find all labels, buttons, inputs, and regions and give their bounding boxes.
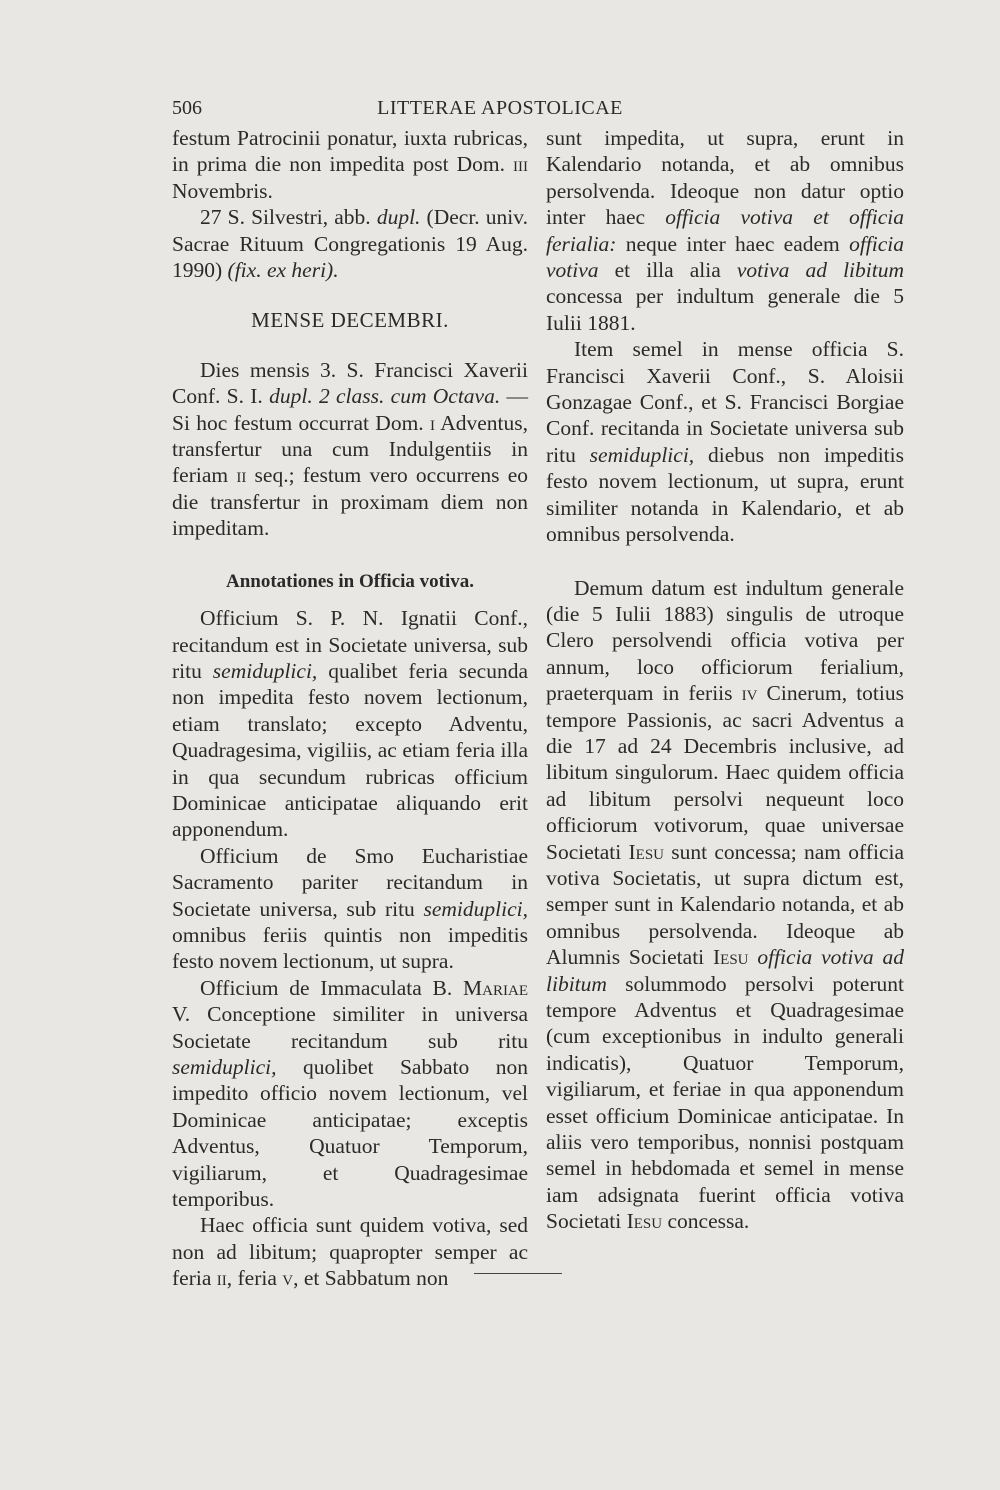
paragraph: Officium S. P. N. Ignatii Conf., recitandum est in Societate universa, sub ritu semiduplici, qualibet feria secunda non impedita festo novem lectionum, etiam translato; excepto Adventu, Quadragesima, vigiliis, ac etiam feria illa in qua secundum rubricas officium Dominicae anticipatae aliquando erit apponendum. [172, 606, 528, 842]
paragraph-gap [546, 548, 904, 575]
paragraph: festum Patrocinii ponatur, iuxta rubricas, in prima die non impedita post Dom. iii Novembris. [172, 126, 528, 203]
paragraph: Item semel in mense officia S. Francisci Xaverii Conf., S. Aloisii Gonzagae Conf., et S. Francisci Borgiae Conf. recitanda in Societate universa sub ritu semiduplici, diebus non impeditis festo novem lectionum, ut supra, erunt similiter notanda in Kalendario, et ab omnibus persolvenda. [546, 337, 904, 547]
right-column [546, 125, 904, 1235]
paragraph: Dies mensis 3. S. Francisci Xaverii Conf. S. I. dupl. 2 class. cum Octava. — Si hoc festum occurrat Dom. i Adventus, transfertur una cum Indulgentiis in feriam ii seq.; festum vero occurrens eo die transfertur in proximam diem non impeditam. [172, 357, 528, 541]
paragraph: sunt impedita, ut supra, erunt in Kalendario notanda, et ab omnibus persolvenda. Ideoque non datur optio inter haec officia votiva et officia ferialia: neque inter haec eadem officia votiva et illa alia votiva ad libitum concessa per indultum generale die 5 Iulii 1881. [546, 126, 905, 335]
running-head [0, 97, 1000, 127]
paragraph: Demum datum est indultum generale (die 5 Iulii 1883) singulis de utroque Clero persolvendi officia votiva per annum, loco officiorum ferialium, praeterquam in feriis iv Cinerum, totius tempore Passionis, ac sacri Adventus a die 17 ad 24 Decembris inclusive, ad libitum singulorum. Haec quidem officia ad libitum persolvi nequeunt loco officiorum votivorum, quae universae Societati Iesu sunt concessa; nam officia votiva Societatis, ut supra dictum est, semper sunt in Kalendario notanda, et ab omnibus persolvenda. Ideoque ab Alumnis Societati Iesu officia votiva ad libitum solummodo persolvi poterunt tempore Adventus et Quadragesimae (cum exceptionibus in indulto generali indicatis), Quatuor Temporum, vigiliarum, et feriae in qua apponendum esset officium Dominicae anticipatae. In aliis vero temporibus, nonnisi postquam semel in hebdomada et semel in mense iam adsignata fuerint officia votiva Societati Iesu concessa. [546, 575, 905, 1234]
paragraph: 27 S. Silvestri, abb. dupl. (Decr. univ. Sacrae Rituum Congregationis 19 Aug. 1990) (fix. ex heri). [172, 205, 528, 283]
paragraph: Officium de Immaculata B. Mariae V. Conceptione similiter in universa Societate recitandum sub ritu semiduplici, quolibet Sabbato non impedito officio novem lectionum, vel Dominicae anticipatae; exceptis Adventus, Quatuor Temporum, vigiliarum, et Quadragesimae temporibus. [172, 975, 528, 1212]
footer-rule [474, 1273, 562, 1274]
section-title: MENSE DECEMBRI. [251, 308, 449, 333]
paragraph: Officium de Smo Eucharistiae Sacramento pariter recitandum in Societate universa, sub ritu semiduplici, omnibus feriis quintis non impeditis festo novem lectionum, ut supra. [172, 843, 528, 974]
page-number: 506 [172, 97, 202, 119]
paragraph: Haec officia sunt quidem votiva, sed non ad libitum; quapropter semper ac feria ii, feria v, et Sabbatum non [172, 1213, 528, 1291]
subsection-title: Annotationes in Officia votiva. [225, 570, 475, 592]
running-title: LITTERAE APOSTOLICAE [377, 97, 623, 119]
left-column [172, 125, 528, 1292]
